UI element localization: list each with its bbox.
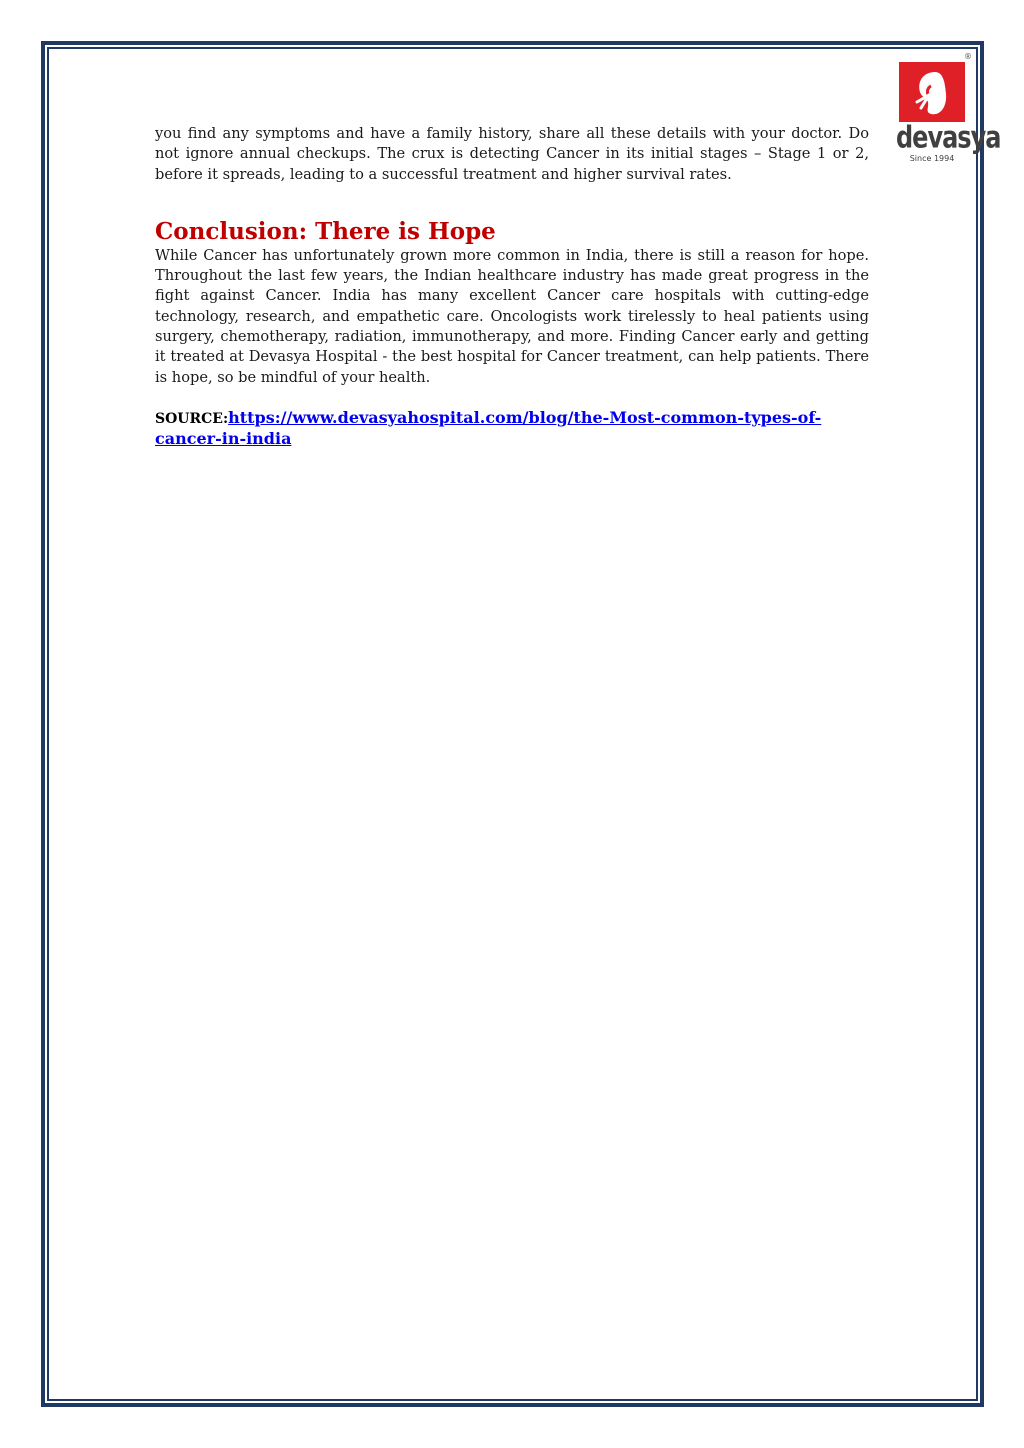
conclusion-heading: Conclusion: There is Hope — [155, 217, 496, 245]
source-label: SOURCE: — [155, 410, 229, 427]
source-line — [155, 408, 869, 451]
devasya-logo — [896, 52, 1001, 172]
registered-mark: ® — [964, 52, 972, 61]
intro-paragraph: you find any symptoms and have a family history, share all these details with your doctor. Do not ignore annual checkups. The crux is detecting Cancer in its initial stages – Stage 1 or 2, before it spreads, leading to a successful treatment and higher survival rates. — [155, 125, 869, 183]
source-link[interactable]: https://www.devasyahospital.com/blog/the-Most-common-types-of-cancer-in-india — [155, 407, 822, 449]
logo-wordmark: devasya — [896, 120, 1001, 155]
kidney-icon — [899, 62, 965, 122]
conclusion-paragraph: While Cancer has unfortunately grown more common in India, there is still a reason for hope. Throughout the last few years, the Indian healthcare industry has made great progress in the fight against Cancer. India has many excellent Cancer care hospitals with cutting-edge technology, research, and empathetic care. Oncologists work tirelessly to heal patients using surgery, chemotherapy, radiation, immunotherapy, and more. Finding Cancer early and getting it treated at Devasya Hospital - the best hospital for Cancer treatment, can help patients. There is hope, so be mindful of your health. — [155, 246, 869, 386]
document-body — [155, 124, 869, 451]
logo-emblem — [899, 62, 965, 122]
logo-since: Since 1994 — [909, 154, 955, 163]
